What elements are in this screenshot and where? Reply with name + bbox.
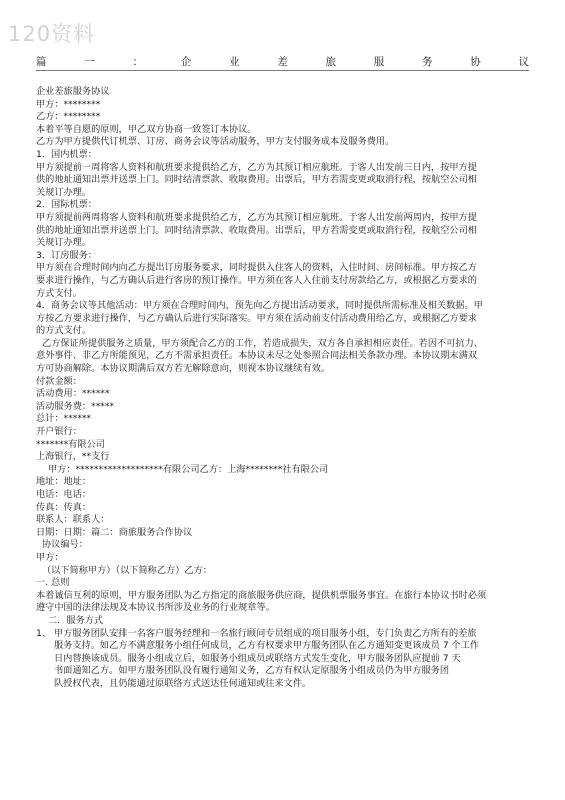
party-a-line: 甲方：	[36, 551, 64, 563]
date-line: 日期：日期：篇二：商旅服务合作协议	[36, 526, 193, 538]
clause-line: 日内替换该成员。服务小组成立后，如服务小组成员或联络方式发生变化，甲方服务团队应提前 7 天	[54, 652, 461, 664]
address-line: 地址：地址：	[36, 476, 92, 488]
clause-line: 甲方服务团队安排一名客户服务经理和一名旅行顾问专员组成的项目服务小组，专门负责乙方所有的差旅	[54, 627, 477, 639]
clause-number: 1、	[36, 627, 52, 639]
paragraph-line: 遵守中国的法律法规及本协议书所涉及业务的行业规章等。	[36, 602, 275, 614]
section-heading: 3．订房服务：	[36, 249, 97, 261]
header-char: ：	[132, 56, 143, 68]
agreement-number: 协议编号：	[42, 539, 88, 551]
paragraph-line: 意外事件、非乙方所能预见，乙方不需承担责任。本协议未尽之处参照合同法相关条款办理。本协议期末满双	[36, 350, 477, 362]
bank-company: *******有限公司	[36, 438, 105, 450]
document-body	[36, 86, 528, 691]
clause-text	[54, 628, 479, 691]
paragraph-line: 甲方须在合理时间内向乙方提出订房服务要求，同时提供入住客人的资料，入住时间、房间标准。甲方按乙方	[36, 262, 477, 274]
paragraph-line: 关规订办理。	[36, 237, 92, 249]
section-heading: 一. 总则	[36, 577, 70, 589]
paragraph-line: 方按乙方要求进行操作，与乙方确认后进行实际落实。甲方须在活动前支付活动费用给乙方，或根据乙方要求	[36, 312, 477, 324]
bank-branch: 上海银行，**支行	[36, 451, 110, 463]
bank-heading: 开户银行：	[36, 426, 82, 438]
abbreviation-line: （以下简称甲方）（以下简称乙方）乙方：	[42, 564, 212, 576]
section-heading: 1．国内机票：	[36, 148, 97, 160]
watermark-text: 120资料	[8, 22, 96, 46]
clause-line: 书面通知乙方。如甲方服务团队没有履行通知义务，乙方有权认定原服务小组成员仍为甲方服务团	[54, 665, 450, 677]
paragraph-line: 方式支付。	[36, 287, 82, 299]
header-char: 篇	[36, 56, 47, 68]
paragraph-line: 的方式支付。	[36, 325, 92, 337]
paragraph-line: 方可协商解除。本协议期满后双方若无解除意向，则视本协议继续有效。	[36, 363, 330, 375]
header-char: 旅	[325, 56, 336, 68]
header-divider	[36, 70, 529, 71]
header-char: 议	[518, 56, 529, 68]
signature-parties: 甲方：*******************有限公司乙方：上海********社有限公司	[48, 463, 329, 475]
fax-line: 传真：传真：	[36, 501, 92, 513]
party-b: 乙方：********	[36, 111, 101, 123]
header-char: 企	[180, 56, 192, 68]
service-fee: 活动服务费：*****	[36, 400, 115, 412]
paragraph-line: 本着诚信互利的原则，甲方服务团队为乙方指定的商旅服务供应商，提供机票服务事宜。在旅行本协议书时必须	[36, 589, 487, 601]
header-char: 协	[470, 56, 481, 68]
paragraph-line: 甲方须提前一周将客人资料和航班要求提供给乙方，乙方为其预订相应航班。于客人出发前三日内，按甲方提	[36, 161, 477, 173]
activity-fee: 活动费用：******	[36, 388, 110, 400]
paragraph-line: 甲方须提前两周将客人资料和航班要求提供给乙方，乙方为其预订相应航班。于客人出发前两周内，按甲方提	[36, 211, 477, 223]
paragraph-line: 本着平等自愿的原则，甲乙双方协商一致签订本协议。	[36, 123, 257, 135]
total-amount: 总计：******	[36, 413, 92, 425]
clause-line: 队授权代表，且仍能通过原联络方式送达任何通知或往来文件。	[54, 677, 312, 689]
section-heading: 二．服务方式	[48, 614, 104, 626]
header-char: 务	[422, 56, 433, 68]
paragraph-line: 乙方保证所提供服务之质量，甲方须配合乙方的工作，若造成损失，双方各自承担相应责任。若因不可抗力、	[42, 337, 483, 349]
paragraph-line: 供的地址通知出票并送票上门。同时结清票款、收取费用。出票后，甲方若需变更或取消行程，按航空公司相	[36, 174, 477, 186]
paragraph-line: 乙方为甲方提供代订机票、订房、商务会议等活动服务，甲方支付服务成本及服务费用。	[36, 136, 395, 148]
document-header	[36, 54, 529, 68]
paragraph-line: 要求进行操作，与乙方确认后进行客房的预订操作。甲方须在客人入住前支付房款给乙方，或根据乙方要求的	[36, 274, 477, 286]
contact-line: 联系人：联系人：	[36, 514, 110, 526]
section-heading: 2．国际机票：	[36, 199, 97, 211]
clause-line: 服务支持。如乙方不满意服务小组任何成员，乙方有权要求甲方服务团队在乙方通知变更该成员 7 个工作	[54, 640, 480, 652]
doc-title: 企业差旅服务协议	[36, 86, 110, 97]
header-char: 差	[277, 56, 288, 68]
header-char: 服	[373, 56, 385, 68]
phone-line: 电话：电话：	[36, 489, 92, 500]
paragraph-line: 4．商务会议等其他活动：甲方须在合理时间内，预先向乙方提出活动要求，同时提供所需标准及相关数据。甲	[36, 300, 483, 312]
paragraph-line: 供的地址通知出票并送票上门。同时结清票款、收取费用。出票后，甲方若需变更或取消行程，按航空公司相	[36, 224, 477, 236]
header-char: 一	[84, 56, 95, 68]
header-char: 业	[229, 56, 240, 68]
paragraph-line: 关规订办理。	[36, 186, 92, 198]
numbered-clause	[36, 628, 528, 691]
payment-heading: 付款金额：	[36, 375, 82, 387]
party-a: 甲方：********	[36, 98, 101, 110]
